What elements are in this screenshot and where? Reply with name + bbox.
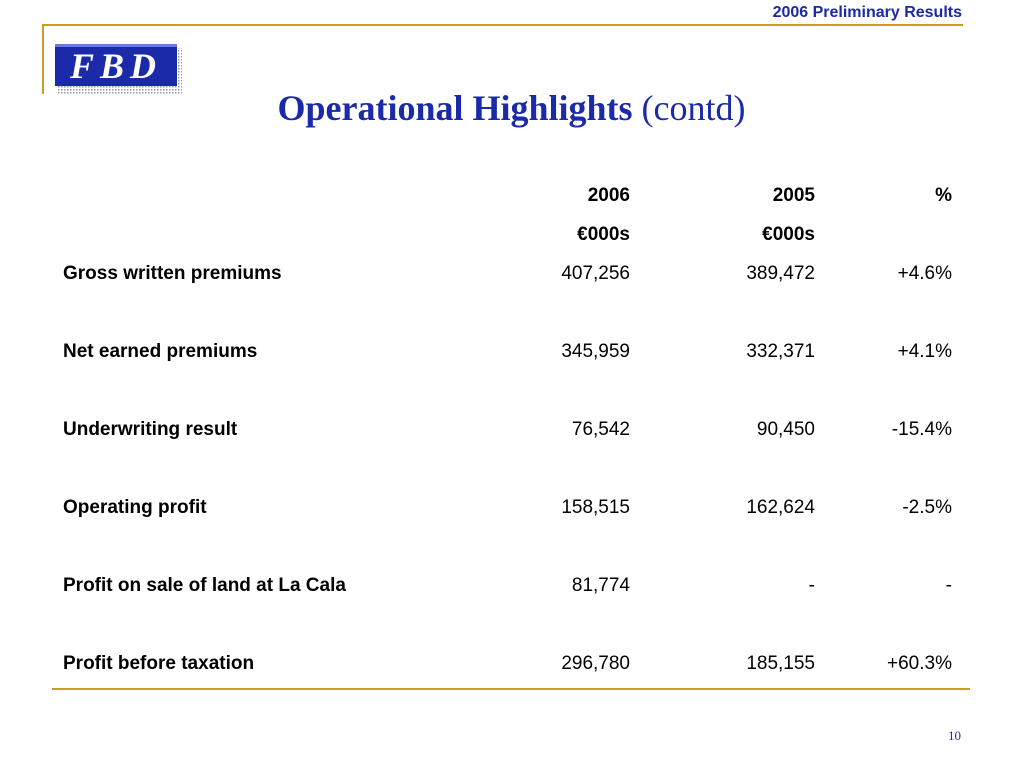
left-rule bbox=[42, 24, 44, 94]
cell-2006: 407,256 bbox=[561, 263, 630, 284]
row-label: Underwriting result bbox=[63, 419, 238, 440]
cell-2006: 76,542 bbox=[571, 419, 630, 440]
cell-pct: - bbox=[945, 575, 952, 596]
cell-2006: 345,959 bbox=[561, 341, 630, 362]
cell-pct: -15.4% bbox=[891, 419, 952, 440]
col-pct-header: % bbox=[935, 185, 952, 206]
cell-pct: +4.1% bbox=[897, 341, 952, 362]
top-rule bbox=[42, 24, 963, 26]
slide-title bbox=[0, 86, 1023, 130]
cell-pct: +4.6% bbox=[897, 263, 952, 284]
col-2005-unit: €000s bbox=[762, 224, 815, 245]
col-2006-unit: €000s bbox=[577, 224, 630, 245]
row-label: Net earned premiums bbox=[63, 341, 258, 362]
cell-pct: -2.5% bbox=[902, 497, 952, 518]
cell-2005: 162,624 bbox=[746, 497, 815, 518]
cell-2005: 332,371 bbox=[746, 341, 815, 362]
page-number: 10 bbox=[948, 728, 961, 743]
row-label: Profit before taxation bbox=[63, 653, 255, 674]
cell-2005: 185,155 bbox=[746, 653, 815, 674]
col-2006-year: 2006 bbox=[587, 185, 630, 206]
row-label: Operating profit bbox=[63, 497, 207, 518]
cell-2006: 296,780 bbox=[561, 653, 630, 674]
bottom-rule bbox=[52, 688, 970, 690]
header-label: 2006 Preliminary Results bbox=[772, 4, 962, 21]
row-label: Gross written premiums bbox=[63, 263, 282, 284]
cell-pct: +60.3% bbox=[887, 653, 952, 674]
slide-title-sub: (contd) bbox=[641, 88, 746, 128]
cell-2006: 81,774 bbox=[571, 575, 630, 596]
cell-2006: 158,515 bbox=[561, 497, 630, 518]
logo-text: FBD bbox=[69, 46, 163, 86]
slide-title-main: Operational Highlights bbox=[277, 88, 633, 128]
cell-2005: - bbox=[808, 575, 815, 596]
col-2005-year: 2005 bbox=[772, 185, 815, 206]
row-label: Profit on sale of land at La Cala bbox=[63, 575, 346, 596]
cell-2005: 90,450 bbox=[756, 419, 815, 440]
cell-2005: 389,472 bbox=[746, 263, 815, 284]
